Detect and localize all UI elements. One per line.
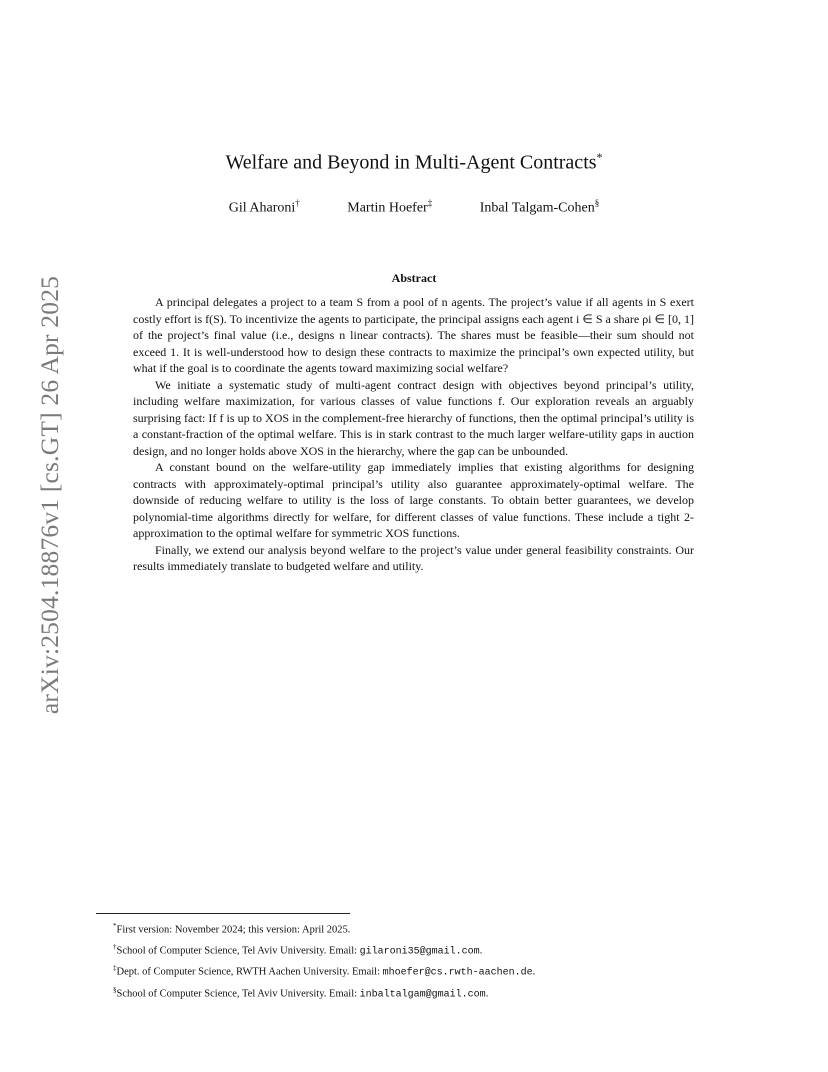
footnote-end: . (485, 988, 489, 999)
footnote-mark: * (113, 922, 117, 930)
abstract-paragraph-2: We initiate a systematic study of multi-agent contract design with objectives beyond principal’s utility, including welfare maximization, for various classes of value functions f. Our exploration reveals an arguably surprising fact: If f is up to XOS in the complement-free hierarchy of functions, then the optimal principal’s utility is a constant-fraction of the optimal welfare. This is in stark contrast to the much larger welfare-utility gaps in auction design, and no longer holds above XOS in the hierarchy, where the gap can be unbounded. (133, 377, 694, 458)
footnotes (96, 918, 736, 1003)
footnote-3 (96, 960, 736, 982)
footnote-end: . (479, 945, 483, 956)
author-name: Martin Hoefer (347, 200, 428, 216)
author-name: Gil Aharoni (228, 200, 296, 216)
footnote-1 (96, 918, 736, 939)
footnote-2 (96, 939, 736, 961)
paper-title-text: Welfare and Beyond in Multi-Agent Contracts (225, 151, 597, 174)
abstract-paragraph-1: A principal delegates a project to a team S from a pool of n agents. The project’s value if all agents in S exert costly effort is f(S). To incentivize the agents to participate, the principal assigns each agent i ∈ S a share ρi ∈ [0, 1] of the project’s final value (i.e., designs n linear contracts). The shares must be feasible—their sum should not exceed 1. It is well-understood how to design these contracts to maximize the principal’s own expected utility, but what if the goal is to coordinate the agents toward maximizing social welfare? (133, 295, 694, 375)
email-link[interactable]: inbaltalgam@gmail.com (359, 989, 486, 1000)
author-list (0, 198, 828, 217)
abstract-heading: Abstract (391, 271, 437, 285)
author-3 (480, 198, 600, 217)
footnote-divider (96, 913, 350, 914)
paper-title (0, 150, 828, 175)
footnote-mark: § (113, 985, 117, 994)
arxiv-identifier: arXiv:2504.18876v1 [cs.GT] 26 Apr 2025 (35, 275, 64, 715)
abstract-body (133, 294, 694, 575)
footnote-text: Dept. of Computer Science, RWTH Aachen University. Email: (116, 966, 383, 978)
footnote-mark: † (113, 942, 117, 951)
footnote-mark: ‡ (113, 964, 117, 972)
footnote-4 (96, 982, 736, 1004)
footnote-text: School of Computer Science, Tel Aviv University. Email: (116, 945, 360, 956)
email-link[interactable]: mhoefer@cs.rwth-aachen.de (382, 967, 533, 979)
abstract-paragraph-3: A constant bound on the welfare-utility gap immediately implies that existing algorithms for designing contracts with approximately-optimal principal’s utility also guarantee approximately-optimal welfare. The downside of reducing welfare to utility is the loss of large constants. To obtain better guarantees, we develop polynomial-time algorithms directly for welfare, for different classes of value functions. These include a tight 2-approximation to the optimal welfare for symmetric XOS functions. (133, 460, 694, 540)
abstract-paragraph-4: Finally, we extend our analysis beyond welfare to the project’s value under general feasibility constraints. Our results immediately translate to budgeted welfare and utility. (133, 542, 694, 573)
email-link[interactable]: gilaroni35@gmail.com (359, 946, 480, 957)
footnote-end: . (532, 966, 536, 978)
author-mark: ‡ (427, 198, 433, 208)
footnote-text: School of Computer Science, Tel Aviv University. Email: (116, 988, 360, 999)
title-footnote-mark: * (596, 150, 603, 164)
author-1 (229, 198, 300, 217)
author-name: Inbal Talgam-Cohen (479, 200, 595, 216)
author-mark: † (295, 198, 300, 208)
author-mark: § (594, 198, 600, 208)
author-2 (347, 198, 432, 217)
footnote-text: First version: November 2024; this version: April 2025. (116, 924, 351, 936)
